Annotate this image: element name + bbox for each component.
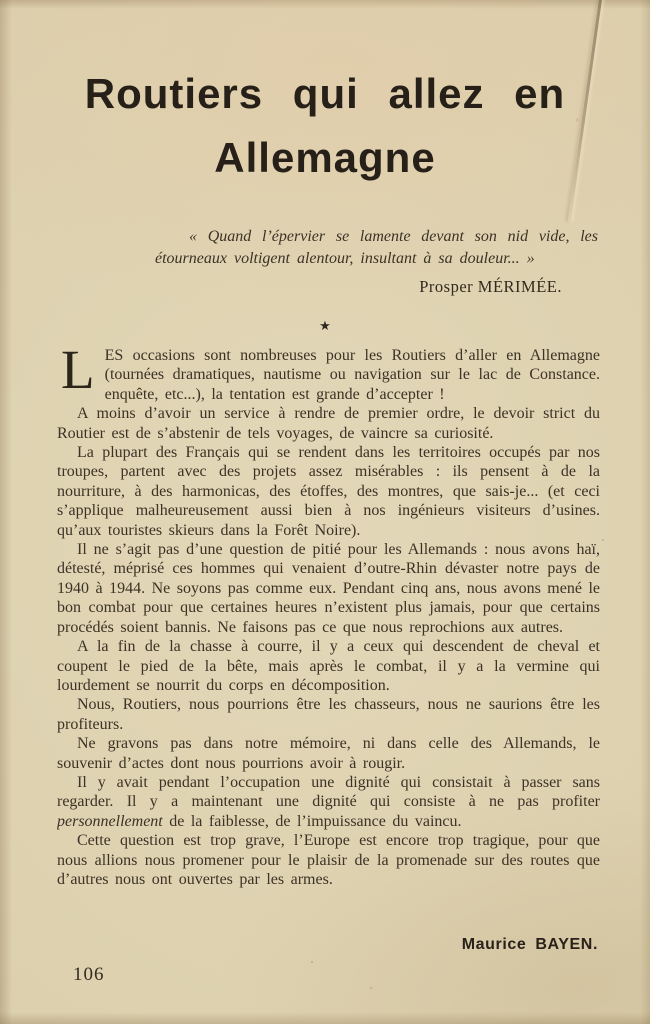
paragraph-3: La plupart des Français qui se rendent dans les territoires occupés par nos troupes, partent avec des projets assez misérables : ils pensent à de la nourriture, à des harmonicas, des étoffes, des montres, que sais-je... (et ceci s’applique malheureusement aussi bien à nos ingénieurs visiteurs d’usines. qu’aux touristes skieurs dans la Forêt Noire). xyxy=(57,444,600,539)
drop-cap: L xyxy=(61,346,95,400)
page-number: 106 xyxy=(73,964,105,985)
author-signature: Maurice BAYEN. xyxy=(461,936,598,953)
paragraph-8 xyxy=(57,773,600,831)
paragraph-7: Ne gravons pas dans notre mémoire, ni dans celle des Allemands, le souvenir d’actes dont nous pourrions avoir à rougir. xyxy=(57,735,600,772)
paragraph-9: Cette question est trop grave, l’Europe est encore trop tragique, pour que nous allions nous promener pour le plaisir de la promenade sur des routes que d’autres nous ont ouvertes par les armes. xyxy=(57,832,600,888)
paragraph-2: A moins d’avoir un service à rendre de premier ordre, le devoir strict du Routier est de s’abstenir de tels voyages, de vaincre sa curiosité. xyxy=(57,405,600,442)
page-title-line-1: Routiers qui allez en xyxy=(84,70,566,117)
paragraph-6: Nous, Routiers, nous pourrions être les chasseurs, nous ne saurions être les profiteurs. xyxy=(57,696,600,733)
epigraph-attribution: Prosper MÉRIMÉE. xyxy=(419,277,562,296)
page-title-line-2: Allemagne xyxy=(214,134,436,181)
paragraph-8-italic-word: personnellement xyxy=(57,812,163,830)
page-title xyxy=(0,62,650,190)
article-body xyxy=(57,346,600,946)
paragraph-8-text-after: de la faiblesse, de l’impuissance du vaincu. xyxy=(162,812,462,830)
paragraph-4: Il ne s’agit pas d’une question de pitié pour les Allemands : nous avons haï, détesté, méprisé ces hommes qui venaient d’outre-Rhin dévaster notre pays de 1940 à 1944. Ne soyons pas comme eux. Pendant cinq ans, nous avons mené le bon combat pour que certaines heures n’existent plus jamais, pour que certains procédés soient bannis. Ne faisons pas ce que nous reprochions aux autres. xyxy=(57,541,600,636)
paragraph-1-text: ES occasions sont nombreuses pour les Routiers d’aller en Allemagne (tournées dramatiques, nautisme ou navigation sur le lac de Constance. enquête, etc...), la tentation est grande d’accepter ! xyxy=(104,347,600,403)
epigraph xyxy=(155,226,598,298)
paragraph-8-text-before: Il y avait pendant l’occupation une dignité qui consistait à passer sans regarder. Il y a maintenant une dignité qui consiste à ne pas profiter xyxy=(57,773,600,811)
paragraph-5: A la fin de la chasse à courre, il y a ceux qui descendent de cheval et coupent le pied de la bête, mais après le combat, il y a la vermine qui lourdement se nourrit du corps en décomposition. xyxy=(57,638,600,694)
star-divider-icon: ★ xyxy=(319,318,331,333)
epigraph-quote: « Quand l’épervier se lamente devant son nid vide, les étourneaux voltigent alentour, insultant à sa douleur... » xyxy=(155,228,598,267)
paragraph-1 xyxy=(57,346,600,404)
